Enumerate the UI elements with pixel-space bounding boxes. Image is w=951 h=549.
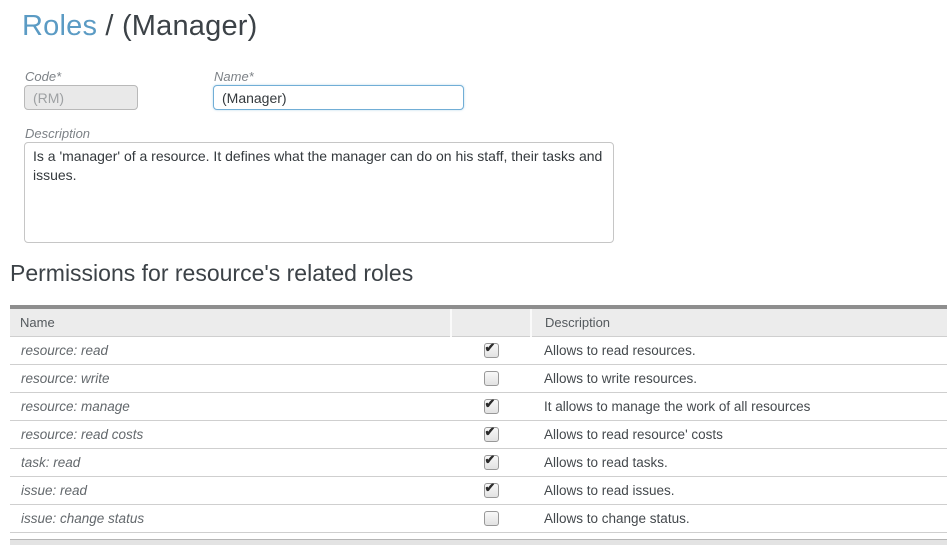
breadcrumb-separator: / [97,10,122,42]
table-row [10,448,947,476]
column-header-check [451,307,531,336]
table-footer-bar [10,539,947,545]
permission-checkbox[interactable] [484,371,499,386]
column-header-description: Description [531,307,947,336]
permission-name: issue: read [10,476,451,504]
table-row [10,392,947,420]
permission-name: task: read [10,448,451,476]
permission-description: Allows to read tasks. [531,448,947,476]
table-row [10,336,947,364]
code-field[interactable] [24,85,138,110]
page-title [22,10,258,43]
name-field[interactable] [213,85,464,110]
permission-description: Allows to change status. [531,504,947,532]
permissions-table-body [10,336,947,532]
permission-name: resource: write [10,364,451,392]
description-field[interactable] [24,142,614,243]
breadcrumb-roles-link[interactable]: Roles [22,10,98,42]
permission-description: It allows to manage the work of all resources [531,392,947,420]
permissions-header-row [10,307,947,336]
permission-checkbox[interactable] [484,483,499,498]
permissions-table [10,305,947,545]
permission-description: Allows to write resources. [531,364,947,392]
permission-name: resource: manage [10,392,451,420]
permission-checkbox[interactable] [484,455,499,470]
permission-description: Allows to read resource' costs [531,420,947,448]
table-row [10,504,947,532]
table-row [10,364,947,392]
permission-name: resource: read costs [10,420,451,448]
name-label: Name* [214,69,254,84]
column-header-name: Name [10,307,451,336]
permissions-section-title: Permissions for resource's related roles [10,260,414,286]
permission-description: Allows to read resources. [531,336,947,364]
code-label: Code* [25,69,62,84]
permission-description: Allows to read issues. [531,476,947,504]
table-row [10,420,947,448]
description-label: Description [25,126,91,141]
permission-checkbox[interactable] [484,343,499,358]
breadcrumb-current: (Manager) [121,10,258,42]
permission-name: issue: change status [10,504,451,532]
table-row [10,476,947,504]
permission-checkbox[interactable] [484,399,499,414]
permission-name: resource: read [10,336,451,364]
permission-checkbox[interactable] [484,511,499,526]
permission-checkbox[interactable] [484,427,499,442]
